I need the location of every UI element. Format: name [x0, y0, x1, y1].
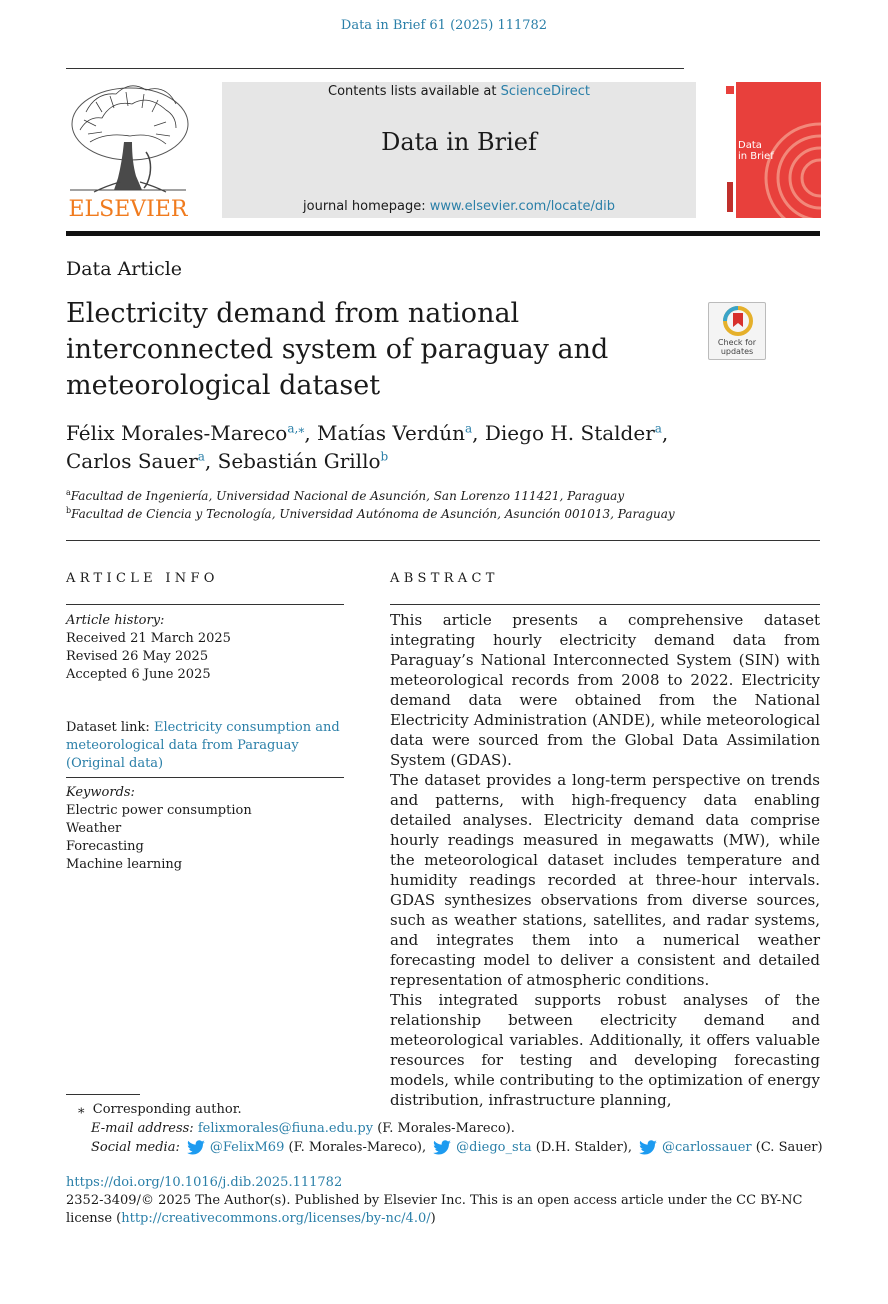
- abstract-rule: [390, 604, 820, 605]
- social-handle[interactable]: @diego_sta: [456, 1140, 532, 1155]
- social-handle[interactable]: @FelixM69: [209, 1140, 285, 1155]
- author-list: [66, 419, 786, 475]
- author-name[interactable]: Matías Verdún: [317, 421, 465, 445]
- check-for-updates-badge[interactable]: [708, 302, 766, 360]
- twitter-bird-icon: [638, 1140, 658, 1156]
- contents-line: [222, 84, 696, 99]
- corresponding-author-note: [78, 1101, 242, 1119]
- accepted-date: Accepted 6 June 2025: [66, 667, 211, 682]
- journal-title: Data in Brief: [381, 128, 537, 156]
- elsevier-tree-icon: [66, 82, 190, 220]
- keyword: Electric power consumption: [66, 803, 252, 818]
- sciencedirect-link[interactable]: ScienceDirect: [500, 84, 590, 99]
- twitter-bird-icon: [186, 1140, 206, 1156]
- author-affiliation-mark[interactable]: a: [654, 421, 662, 436]
- author-affiliation-mark[interactable]: a,⁎: [287, 421, 305, 436]
- revised-date: Revised 26 May 2025: [66, 649, 209, 664]
- journal-homepage-link[interactable]: www.elsevier.com/locate/dib: [429, 199, 615, 214]
- corresponding-mark: ⁎: [78, 1102, 85, 1117]
- author-separator: ,: [204, 449, 218, 473]
- abstract-paragraph: The dataset provides a long-term perspective on trends and patterns, with high-frequency data enabling detailed analyses. Electricity demand data comprise hourly readings measured in megawatts (MW), while the meteorological dataset includes temperature and humidity readings recorded at three-hour intervals. GDAS synthesizes observations from diverse sources, such as weather stations, satellites, and radar systems, and integrates them into a numerical weather forecasting model to deliver a consistent and detailed representation of atmospheric conditions.: [390, 771, 820, 989]
- dataset-link-block: [66, 719, 348, 773]
- license-suffix: ): [430, 1211, 436, 1226]
- social-label: Social media:: [91, 1140, 180, 1155]
- email-note: [91, 1120, 515, 1138]
- contents-prefix: Contents lists available at: [328, 84, 501, 99]
- email-link[interactable]: felixmorales@fiuna.edu.py: [197, 1121, 374, 1136]
- social-handle[interactable]: @carlossauer: [662, 1140, 752, 1155]
- affiliation-label: b: [66, 506, 72, 515]
- header-thick-rule: [66, 231, 820, 236]
- check-line-2: updates: [720, 347, 754, 356]
- social-owner: (C. Sauer): [755, 1140, 823, 1155]
- abstract-heading: ABSTRACT: [390, 571, 499, 586]
- journal-cover[interactable]: [724, 82, 821, 218]
- social-owner: (D.H. Stalder),: [535, 1140, 632, 1155]
- elsevier-wordmark: ELSEVIER: [68, 197, 188, 220]
- affiliation-a: [66, 488, 624, 503]
- abstract-paragraph: This integrated supports robust analyses of the relationship between electricity demand and meteorological variables. Additionally, it offers valuable resources for testing and developing forecasting models, while contributing to the optimization of energy distribution, infrastructure planning,: [390, 991, 820, 1109]
- homepage-line: [222, 199, 696, 214]
- dataset-link[interactable]: Electricity consumption and meteorological data from Paraguay (Original data): [66, 720, 340, 771]
- corresponding-text: Corresponding author.: [92, 1102, 242, 1117]
- history-label: Article history:: [66, 613, 165, 628]
- section-rule: [66, 540, 820, 541]
- license-note: [66, 1192, 820, 1228]
- check-label: [709, 338, 765, 356]
- top-rule: [66, 68, 684, 69]
- abstract-body: [390, 610, 820, 1110]
- check-updates-icon: [709, 303, 767, 339]
- author-name[interactable]: Carlos Sauer: [66, 449, 198, 473]
- email-label: E-mail address:: [91, 1121, 198, 1136]
- footnote-rule: [66, 1094, 140, 1095]
- journal-masthead: [222, 82, 696, 218]
- check-line-1: Check for: [717, 338, 757, 347]
- author-affiliation-mark[interactable]: a: [465, 421, 473, 436]
- article-info-rule: [66, 604, 344, 605]
- keyword: Machine learning: [66, 857, 183, 872]
- homepage-prefix: journal homepage:: [303, 199, 430, 214]
- license-link[interactable]: http://creativecommons.org/licenses/by-nc/4.0/: [121, 1211, 431, 1226]
- article-title: Electricity demand from national interconnected system of paraguay and meteorological dataset: [66, 298, 609, 401]
- elsevier-logo[interactable]: [66, 82, 190, 220]
- author-affiliation-mark[interactable]: b: [380, 449, 389, 464]
- received-date: Received 21 March 2025: [66, 631, 231, 646]
- affiliation-label: a: [66, 488, 71, 497]
- license-prefix: 2352-3409/© 2025 The Author(s). Published by Elsevier Inc. This is an open access article under the CC BY-NC license (: [66, 1193, 803, 1226]
- keywords-label: Keywords:: [66, 785, 135, 800]
- article-info-heading: ARTICLE INFO: [66, 571, 219, 586]
- article-type: Data Article: [66, 258, 183, 280]
- author-name[interactable]: Sebastián Grillo: [217, 449, 381, 473]
- keywords-rule: [66, 777, 344, 778]
- email-owner: (F. Morales-Mareco).: [373, 1121, 515, 1136]
- author-separator: ,: [304, 421, 318, 445]
- social-media-note: [91, 1139, 823, 1157]
- running-head[interactable]: Data in Brief 61 (2025) 111782: [340, 18, 548, 33]
- keyword: Forecasting: [66, 839, 144, 854]
- abstract-paragraph: This article presents a comprehensive dataset integrating hourly electricity demand data from Paraguay’s National Interconnected System (SIN) with meteorological records from 2008 to 2022. Electricity demand data were obtained from the National Electricity Administration (ANDE), while meteorological data were sourced from the Global Data Assimilation System (GDAS).: [390, 611, 820, 769]
- cover-line-1: Data: [738, 140, 762, 151]
- author-name[interactable]: Félix Morales-Mareco: [66, 421, 288, 445]
- affiliation-text: Facultad de Ciencia y Tecnología, Universidad Autónoma de Asunción, Asunción 001013, Paraguay: [71, 507, 675, 521]
- author-affiliation-mark[interactable]: a: [197, 449, 205, 464]
- social-owner: (F. Morales-Mareco),: [288, 1140, 427, 1155]
- author-separator: ,: [472, 421, 485, 445]
- dataset-link-prefix: Dataset link:: [66, 720, 154, 735]
- doi-link[interactable]: https://doi.org/10.1016/j.dib.2025.111782: [66, 1175, 343, 1190]
- author-separator: ,: [661, 421, 669, 445]
- keyword: Weather: [66, 821, 122, 836]
- affiliation-b: [66, 506, 675, 521]
- cover-line-2: in Brief: [738, 151, 774, 162]
- cover-text: [738, 140, 774, 162]
- twitter-bird-icon: [432, 1140, 452, 1156]
- affiliation-text: Facultad de Ingeniería, Universidad Nacional de Asunción, San Lorenzo 111421, Paraguay: [70, 489, 625, 503]
- author-name[interactable]: Diego H. Stalder: [484, 421, 655, 445]
